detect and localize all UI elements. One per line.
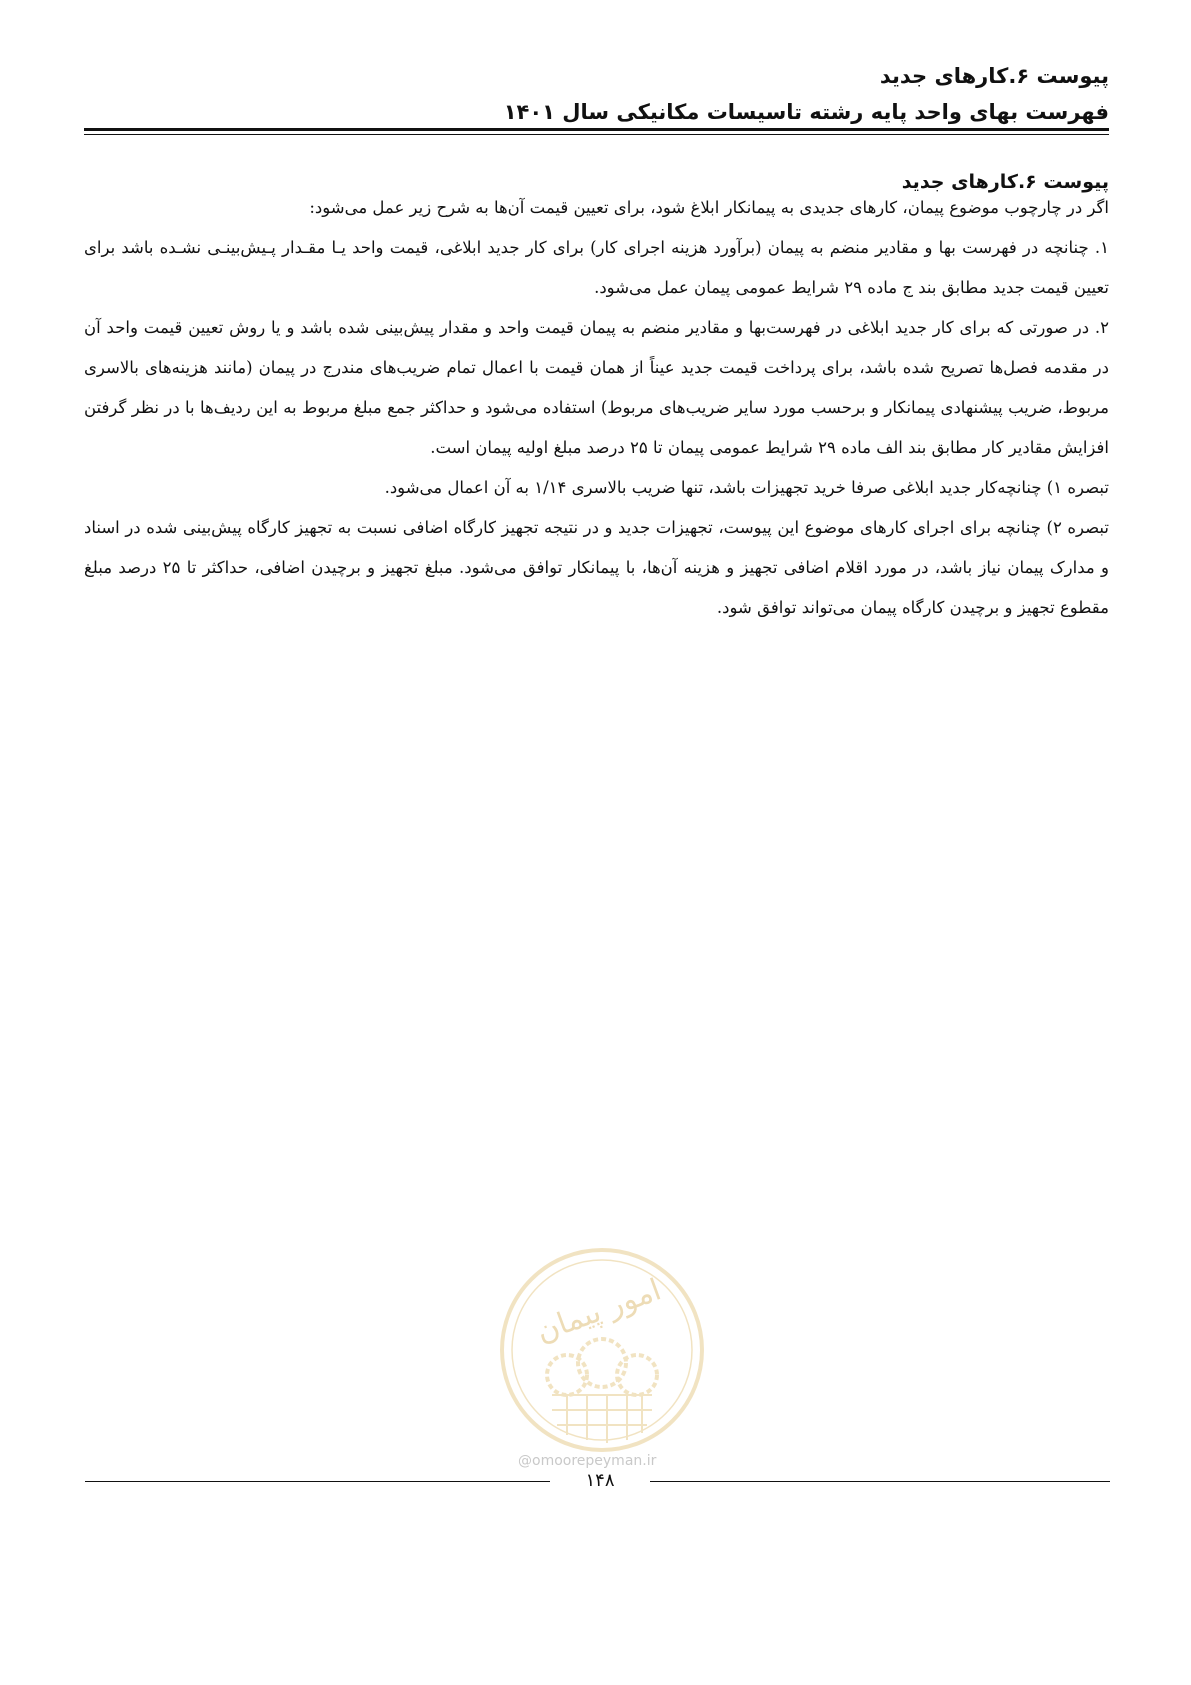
intro-paragraph: اگر در چارچوب موضوع پیمان، کارهای جدیدی به پیمانکار ابلاغ شود، برای تعیین قیمت آن‌ها به شرح زیر عمل می‌شود: — [309, 198, 1109, 217]
header-rule-thin — [84, 134, 1109, 135]
page-header — [84, 58, 1109, 130]
footer-rule-left — [85, 1481, 550, 1482]
header-rule-thick — [84, 128, 1109, 131]
page-number: ۱۴۸ — [585, 1470, 615, 1491]
section-title: پیوست ۶.کارهای جدید — [901, 171, 1109, 193]
clause-1-paragraph: ۱. چنانچه در فهرست بها و مقادیر منضم به پیمان (برآورد هزینه اجرای کار) برای کار جدید ابلاغی، قیمت واحد یـا مقـدار پـیش‌بینـی نشـده باشد برای تعیین قیمت جدید مطابق بند ج ماده ۲۹ شرایط عمومی پیمان عمل می‌شود. — [84, 238, 1109, 297]
header-appendix-title: پیوست ۶.کارهای جدید — [879, 64, 1109, 88]
watermark-logo — [497, 1245, 707, 1455]
note-2-paragraph: تبصره ۲) چنانچه برای اجرای کارهای موضوع این پیوست، تجهیزات جدید و در نتیجه تجهیز کارگاه اضافی نسبت به تجهیز کارگاه پیش‌بینی شده در اسناد و مدارک پیمان نیاز باشد، در مورد اقلام اضافی تجهیز و هزینه آن‌ها، با پیمانکار توافق می‌شود. مبلغ تجهیز و برچیدن اضافی، حداکثر تا ۲۵ درصد مبلغ مقطوع تجهیز و برچیدن کارگاه پیمان می‌تواند توافق شود. — [84, 518, 1109, 617]
watermark-site: @omoorepeyman.ir — [518, 1453, 657, 1469]
note-1-paragraph: تبصره ۱) چنانچه‌کار جدید ابلاغی صرفا خرید تجهیزات باشد، تنها ضریب بالاسری ۱/۱۴ به آن اعمال می‌شود. — [384, 478, 1109, 497]
body-text — [84, 188, 1109, 628]
header-document-title: فهرست بهای واحد پایه رشته تاسیسات مکانیکی سال ۱۴۰۱ — [503, 100, 1109, 124]
clause-2-paragraph: ۲. در صورتی که برای کار جدید ابلاغی در فهرست‌بها و مقادیر منضم به پیمان قیمت واحد و مقدار پیش‌بینی شده باشد و یا روش تعیین قیمت واحد آن در مقدمه فصل‌ها تصریح شده باشد، برای پرداخت قیمت جدید عیناً از همان قیمت با اعمال تمام ضریب‌های مندرج در پیمان (مانند هزینه‌های بالاسری مربوط، ضریب پیشنهادی پیمانکار و برحسب مورد سایر ضریب‌های مربوط) استفاده می‌شود و حداکثر جمع مبلغ مربوط به این ردیف‌ها با در نظر گرفتن افزایش مقادیر کار مطابق بند الف ماده ۲۹ شرایط عمومی پیمان تا ۲۵ درصد مبلغ اولیه پیمان است. — [84, 318, 1109, 457]
watermark-logo-text: امور پیمان — [531, 1272, 666, 1350]
footer-rule-right — [650, 1481, 1110, 1482]
